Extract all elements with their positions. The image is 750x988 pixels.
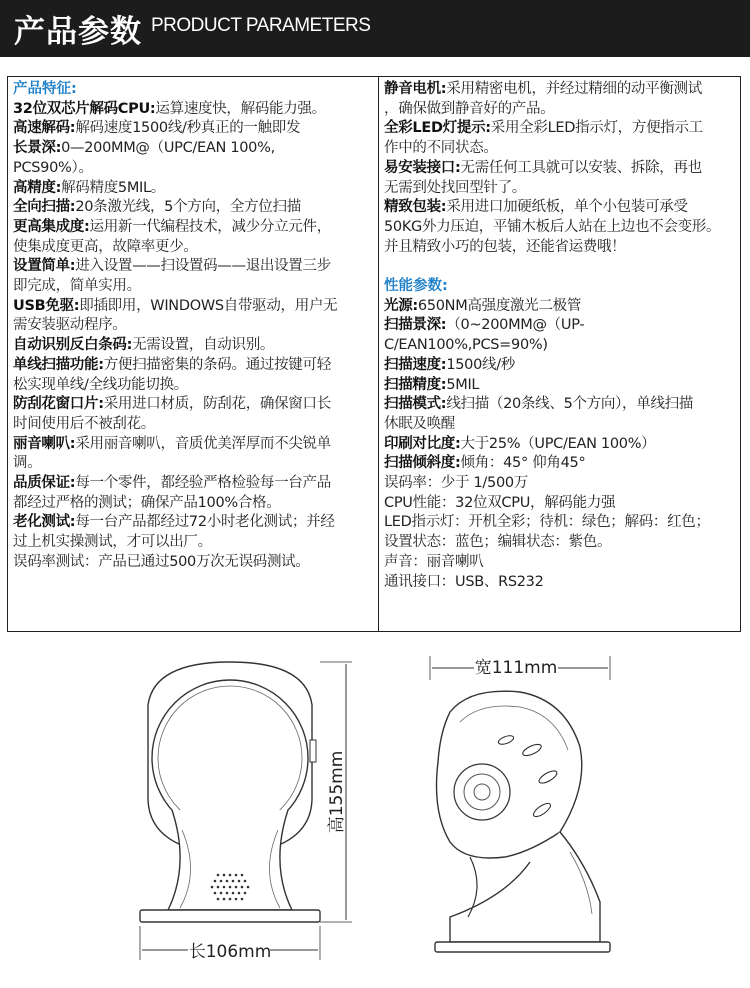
param-line — [13, 257, 375, 277]
param-value: 即插即用，WINDOWS自带驱动，用户无 — [79, 297, 338, 314]
param-line — [13, 238, 375, 258]
param-value: 采用进口材质，防刮花，确保窗口长 — [103, 396, 331, 413]
param-value: 声音：丽音喇叭 — [384, 553, 484, 570]
param-value: （0~200MM@（UP- — [446, 317, 585, 334]
param-value: 解码精度5MIL。 — [61, 179, 165, 196]
param-value: 都经过严格的测试；确保产品100%合格。 — [13, 494, 281, 511]
param-value: 线扫描（20条线、5个方向），单线扫描 — [446, 396, 694, 413]
param-line — [13, 336, 375, 356]
param-line — [384, 179, 738, 199]
length-label: 长106mm — [188, 942, 272, 962]
param-line — [384, 356, 738, 376]
param-value: CPU性能：32位双CPU，解码能力强 — [384, 494, 616, 511]
param-value: 无需设置，自动识别。 — [132, 337, 275, 354]
param-value: 650NM高强度激光二极管 — [417, 297, 582, 314]
page-subtitle: PRODUCT PARAMETERS — [151, 15, 371, 36]
features-column — [13, 80, 375, 573]
param-value: 过上机实操测试，才可以出厂。 — [13, 534, 212, 551]
param-value: 即完成，简单实用。 — [13, 278, 141, 295]
param-label: 静音电机: — [384, 81, 447, 97]
param-line — [13, 415, 375, 435]
param-line — [384, 435, 738, 455]
param-value: 采用丽音喇叭，音质优美浑厚而不尖锐单 — [75, 435, 331, 452]
side-view-drawing — [410, 652, 620, 962]
param-line — [384, 139, 738, 159]
param-label: 扫描精度: — [384, 376, 447, 393]
param-value: 采用精密电机，并经过精细的动平衡测试 — [446, 81, 702, 97]
param-line — [13, 179, 375, 199]
param-label: 易安装接口: — [384, 159, 461, 176]
param-line — [384, 513, 738, 533]
param-label: 老化测试: — [13, 514, 76, 531]
param-line — [384, 119, 738, 139]
param-value: 解码速度1500线/秒真正的一触即发 — [75, 120, 301, 137]
param-line — [13, 159, 375, 179]
features-list — [13, 100, 375, 573]
param-label: 扫描景深: — [384, 317, 447, 334]
extra-features-list — [384, 80, 738, 257]
param-value: PCS90%）。 — [13, 159, 93, 176]
param-line — [13, 376, 375, 396]
param-value: 无需到处找回型针了。 — [384, 179, 526, 196]
param-label: 设置简单: — [13, 258, 76, 275]
param-line — [384, 316, 738, 336]
param-value: 误码率测试：产品已通过500万次无误码测试。 — [13, 553, 310, 570]
param-label: 高精度: — [13, 179, 62, 196]
param-line — [13, 533, 375, 553]
param-label: 光源: — [384, 297, 418, 314]
specs-column — [384, 80, 738, 592]
param-value: 20条激光线，5个方向，全方位扫描 — [75, 199, 301, 216]
param-value: 每一台产品都经过72小时老化测试；并经 — [75, 514, 335, 531]
param-value: 并且精致小巧的包装，还能省运费哦！ — [384, 238, 626, 255]
param-line — [384, 454, 738, 474]
specs-heading: 性能参数: — [384, 278, 448, 295]
height-label: 高155mm — [327, 750, 347, 834]
param-label: 精致包装: — [384, 199, 447, 216]
param-label: 更高集成度: — [13, 218, 90, 235]
param-value: 50KG外力压迫，平铺木板后人站在上边也不会变形。 — [384, 218, 721, 235]
param-line — [13, 356, 375, 376]
param-line — [384, 297, 738, 317]
param-line — [384, 474, 738, 494]
parameter-table — [7, 76, 741, 632]
param-value: 0—200MM@（UPC/EAN 100%, — [61, 140, 275, 157]
param-value: 时间使用后不被刮花。 — [13, 415, 155, 432]
param-value: 调。 — [13, 455, 42, 472]
param-label: 高速解码: — [13, 120, 76, 137]
param-line — [13, 218, 375, 238]
header-bar — [0, 0, 750, 57]
front-stand-outline — [168, 810, 292, 910]
param-label: 印刷对比度: — [384, 435, 461, 452]
param-label: 扫描倾斜度: — [384, 455, 461, 472]
param-value: 设置状态：蓝色；编辑状态：紫色。 — [384, 534, 612, 551]
param-line — [13, 139, 375, 159]
param-label: USB免驱: — [13, 297, 80, 314]
side-base — [435, 942, 610, 952]
param-label: 长景深: — [13, 140, 62, 157]
param-line — [13, 513, 375, 533]
param-label: 自动识别反白条码: — [13, 337, 133, 354]
param-value: 需安装驱动程序。 — [13, 317, 127, 334]
param-line — [384, 159, 738, 179]
features-heading: 产品特征: — [13, 81, 77, 97]
param-value: 作中的不同状态。 — [384, 140, 498, 157]
param-value: 采用进口加硬纸板，单个小包装可承受 — [446, 199, 688, 216]
param-value: 使集成度更高，故障率更少。 — [13, 238, 198, 255]
param-label: 32位双芯片解码CPU: — [13, 100, 156, 117]
param-label: 品质保证: — [13, 475, 76, 492]
param-value: LED指示灯：开机全彩；待机：绿色；解码：红色； — [384, 514, 710, 531]
param-value: 5MIL — [446, 376, 480, 393]
specs-list — [384, 297, 738, 593]
param-line — [13, 198, 375, 218]
param-line — [384, 376, 738, 396]
param-label: 丽音喇叭: — [13, 435, 76, 452]
param-value: 进入设置——扫设置码——退出设置三步 — [75, 258, 331, 275]
param-value: 运算速度快，解码能力强。 — [155, 100, 326, 117]
param-line — [13, 395, 375, 415]
param-line — [13, 119, 375, 139]
spacer — [384, 257, 738, 277]
param-line — [13, 553, 375, 573]
param-label: 防刮花窗口片: — [13, 396, 104, 413]
param-value: 倾角：45° 仰角45° — [460, 455, 586, 472]
param-value: 1500线/秒 — [446, 356, 515, 373]
side-button — [310, 740, 316, 762]
param-line — [13, 474, 375, 494]
param-line — [384, 553, 738, 573]
param-line — [13, 100, 375, 120]
param-line — [384, 198, 738, 218]
param-line — [384, 80, 738, 100]
param-line — [13, 297, 375, 317]
param-line — [384, 238, 738, 258]
width-label: 宽111mm — [474, 658, 558, 678]
param-value: 每一个零件，都经验严格检验每一台产品 — [75, 475, 331, 492]
param-label: 单线扫描功能: — [13, 356, 104, 373]
param-line — [384, 573, 738, 593]
param-label: 扫描模式: — [384, 396, 447, 413]
param-value: 采用全彩LED指示灯，方便指示工 — [490, 120, 703, 137]
param-value: 休眠及唤醒 — [384, 415, 455, 432]
param-line — [384, 336, 738, 356]
param-line — [13, 435, 375, 455]
param-line — [384, 494, 738, 514]
front-base — [140, 910, 320, 922]
param-label: 全向扫描: — [13, 199, 76, 216]
param-line — [13, 316, 375, 336]
param-value: 无需任何工具就可以安装、拆除，再也 — [460, 159, 702, 176]
param-value: 方便扫描密集的条码。通过按键可轻 — [103, 356, 331, 373]
param-value: 松实现单线/全线功能切换。 — [13, 376, 188, 393]
param-line — [384, 395, 738, 415]
param-line — [384, 100, 738, 120]
param-value: 大于25%（UPC/EAN 100%） — [460, 435, 656, 452]
param-value: 误码率：少于 1/500万 — [384, 475, 528, 492]
param-label: 扫描速度: — [384, 356, 447, 373]
param-value: ，确保做到静音好的产品。 — [384, 100, 555, 117]
param-label: 全彩LED灯提示: — [384, 120, 491, 137]
param-value: C/EAN100%,PCS=90%) — [384, 337, 548, 354]
param-line — [384, 415, 738, 435]
page-title: 产品参数 — [14, 14, 142, 50]
param-value: 运用新一代编程技术，减少分立元件， — [89, 218, 331, 235]
column-divider — [378, 77, 379, 631]
param-value: 通讯接口：USB、RS232 — [384, 573, 544, 590]
param-line — [13, 454, 375, 474]
param-line — [13, 494, 375, 514]
param-line — [13, 277, 375, 297]
front-view-drawing — [120, 650, 370, 970]
param-line — [384, 218, 738, 238]
param-line — [384, 533, 738, 553]
